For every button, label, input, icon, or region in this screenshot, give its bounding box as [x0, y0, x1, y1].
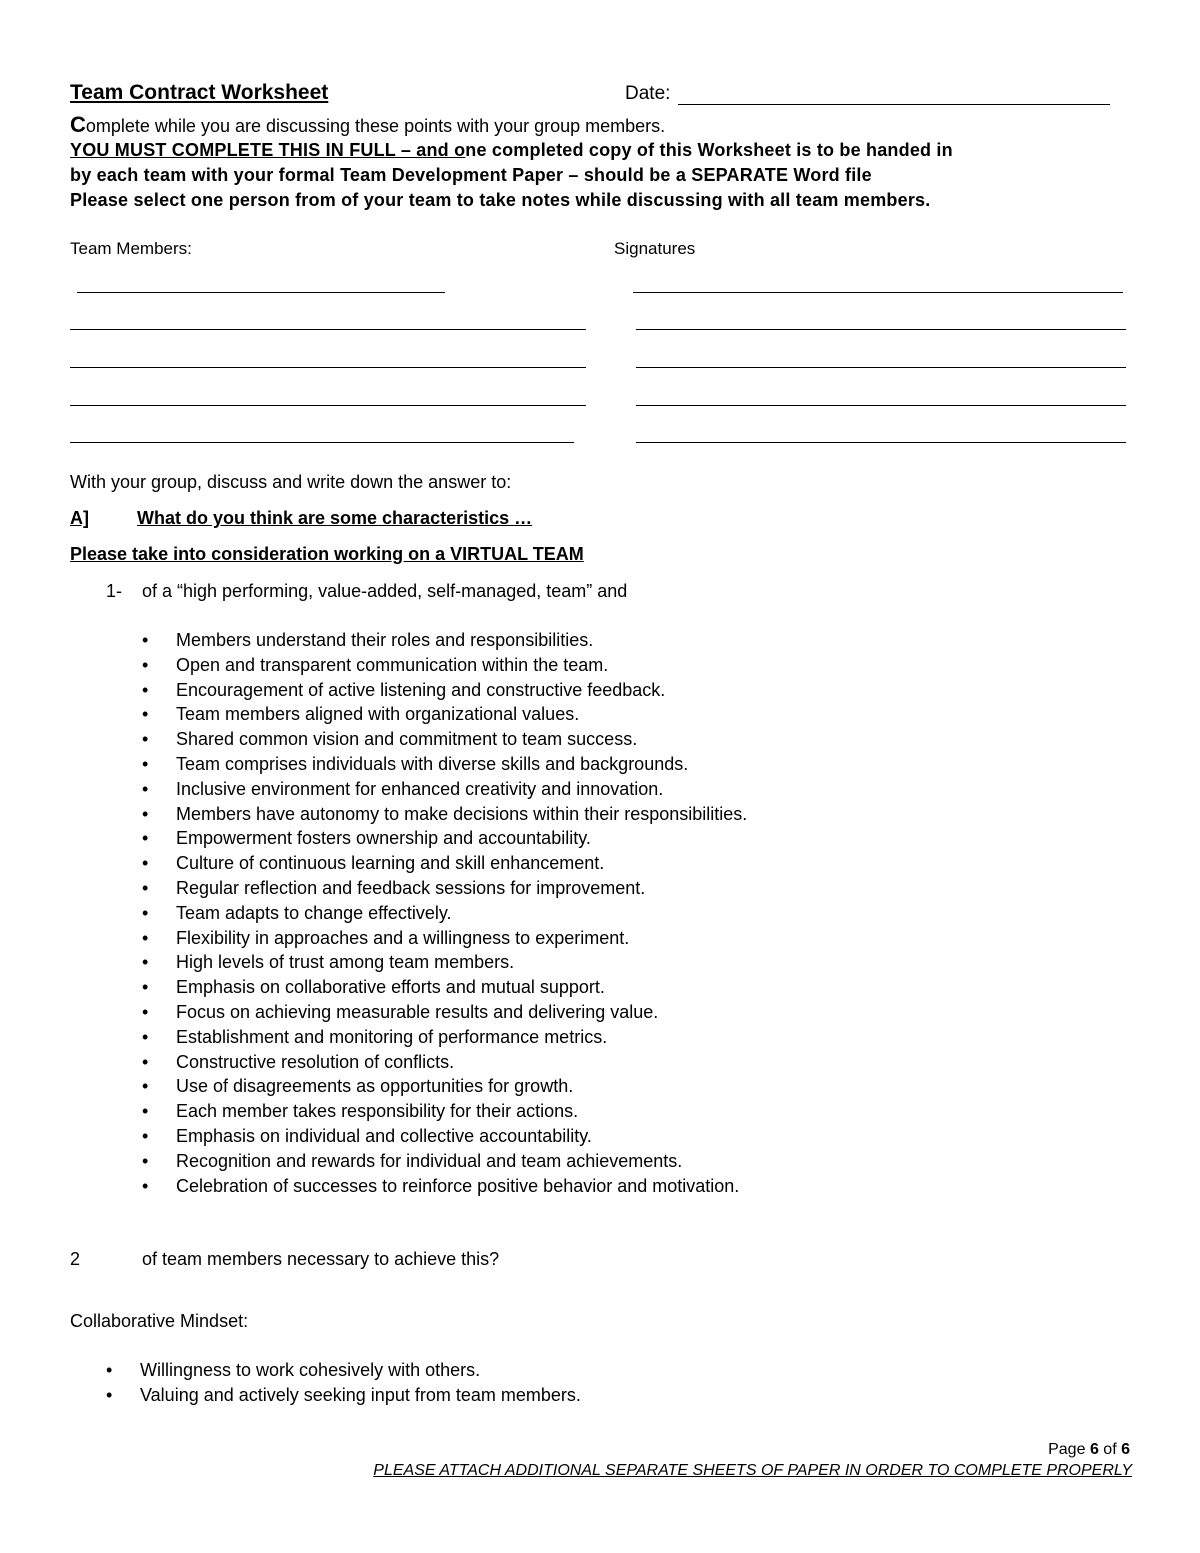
- list-item: • Open and transparent communication within the team.: [142, 653, 747, 678]
- item-1-text: of a “high performing, value-added, self-managed, team” and: [142, 581, 628, 601]
- list-item: • Encouragement of active listening and constructive feedback.: [142, 678, 747, 703]
- worksheet-title: Team Contract Worksheet: [70, 81, 329, 104]
- list-item: • High levels of trust among team members.: [142, 950, 747, 975]
- must-complete-rest: ne completed copy of this Worksheet is to be handed in: [465, 140, 953, 160]
- list-item: • Inclusive environment for enhanced creativity and innovation.: [142, 777, 747, 802]
- signature-line[interactable]: [633, 292, 1123, 293]
- list-item: • Culture of continuous learning and skill enhancement.: [142, 851, 747, 876]
- list-item: • Team comprises individuals with diverse skills and backgrounds.: [142, 752, 747, 777]
- list-item: • Constructive resolution of conflicts.: [142, 1050, 747, 1075]
- list-item: • Empowerment fosters ownership and accountability.: [142, 826, 747, 851]
- footer-attach-note: PLEASE ATTACH ADDITIONAL SEPARATE SHEETS OF PAPER IN ORDER TO COMPLETE PROPERLY: [373, 1462, 1132, 1479]
- list-item: • Establishment and monitoring of performance metrics.: [142, 1025, 747, 1050]
- page-of: of: [1103, 1441, 1117, 1458]
- characteristics-list: [142, 628, 747, 1198]
- item-1-number: 1-: [106, 581, 123, 601]
- item-2-number: 2: [70, 1249, 81, 1269]
- page-current: 6: [1089, 1441, 1099, 1458]
- member-name-line[interactable]: [77, 292, 445, 293]
- mindset-list: [106, 1358, 581, 1408]
- list-item: • Willingness to work cohesively with others.: [106, 1358, 581, 1383]
- member-name-line[interactable]: [70, 329, 586, 330]
- list-item: • Members have autonomy to make decisions within their responsibilities.: [142, 802, 747, 827]
- signature-line[interactable]: [636, 442, 1126, 443]
- list-item: • Regular reflection and feedback sessions for improvement.: [142, 876, 747, 901]
- list-item: • Team members aligned with organizational values.: [142, 702, 747, 727]
- signature-line[interactable]: [636, 367, 1126, 368]
- member-name-line[interactable]: [70, 405, 586, 406]
- intro-instruction: [70, 112, 665, 138]
- discussion-prompt: With your group, discuss and write down the answer to:: [70, 472, 512, 492]
- must-complete-underlined: YOU MUST COMPLETE THIS IN FULL – and o: [70, 140, 466, 160]
- list-item: • Emphasis on individual and collective accountability.: [142, 1124, 747, 1149]
- list-item: • Team adapts to change effectively.: [142, 901, 747, 926]
- intro-drop-letter: C: [70, 112, 86, 137]
- mindset-heading: Collaborative Mindset:: [70, 1311, 249, 1331]
- signatures-label: Signatures: [614, 239, 696, 258]
- signature-line[interactable]: [636, 329, 1126, 330]
- page-number: [1048, 1441, 1130, 1459]
- section-a-marker: A]: [70, 508, 89, 528]
- list-item: • Each member takes responsibility for their actions.: [142, 1099, 747, 1124]
- section-a-title: What do you think are some characteristics …: [137, 508, 533, 528]
- member-name-line[interactable]: [70, 442, 574, 443]
- member-name-line[interactable]: [70, 367, 586, 368]
- list-item: • Shared common vision and commitment to team success.: [142, 727, 747, 752]
- list-item: • Valuing and actively seeking input from team members.: [106, 1383, 581, 1408]
- list-item: • Flexibility in approaches and a willingness to experiment.: [142, 926, 747, 951]
- list-item: • Recognition and rewards for individual and team achievements.: [142, 1149, 747, 1174]
- formal-paper-line: by each team with your formal Team Development Paper – should be a SEPARATE Word file: [70, 165, 872, 185]
- must-complete-line: [70, 140, 953, 161]
- date-field[interactable]: [625, 83, 1110, 105]
- signature-line[interactable]: [636, 405, 1126, 406]
- list-item: • Members understand their roles and responsibilities.: [142, 628, 747, 653]
- intro-text: omplete while you are discussing these points with your group members.: [85, 116, 666, 136]
- team-members-label: Team Members:: [70, 239, 192, 258]
- page-label: Page: [1048, 1441, 1086, 1458]
- virtual-team-note: Please take into consideration working on a VIRTUAL TEAM: [70, 544, 584, 564]
- list-item: • Use of disagreements as opportunities for growth.: [142, 1074, 747, 1099]
- date-blank-line[interactable]: [678, 86, 1110, 105]
- select-notetaker-line: Please select one person from of your team to take notes while discussing with all team members.: [70, 190, 931, 210]
- list-item: • Emphasis on collaborative efforts and mutual support.: [142, 975, 747, 1000]
- list-item: • Celebration of successes to reinforce positive behavior and motivation.: [142, 1174, 747, 1199]
- list-item: • Focus on achieving measurable results and delivering value.: [142, 1000, 747, 1025]
- item-2-text: of team members necessary to achieve this?: [142, 1249, 500, 1269]
- date-label: Date:: [625, 83, 671, 104]
- section-a-heading: [70, 508, 532, 529]
- page-total: 6: [1121, 1441, 1130, 1458]
